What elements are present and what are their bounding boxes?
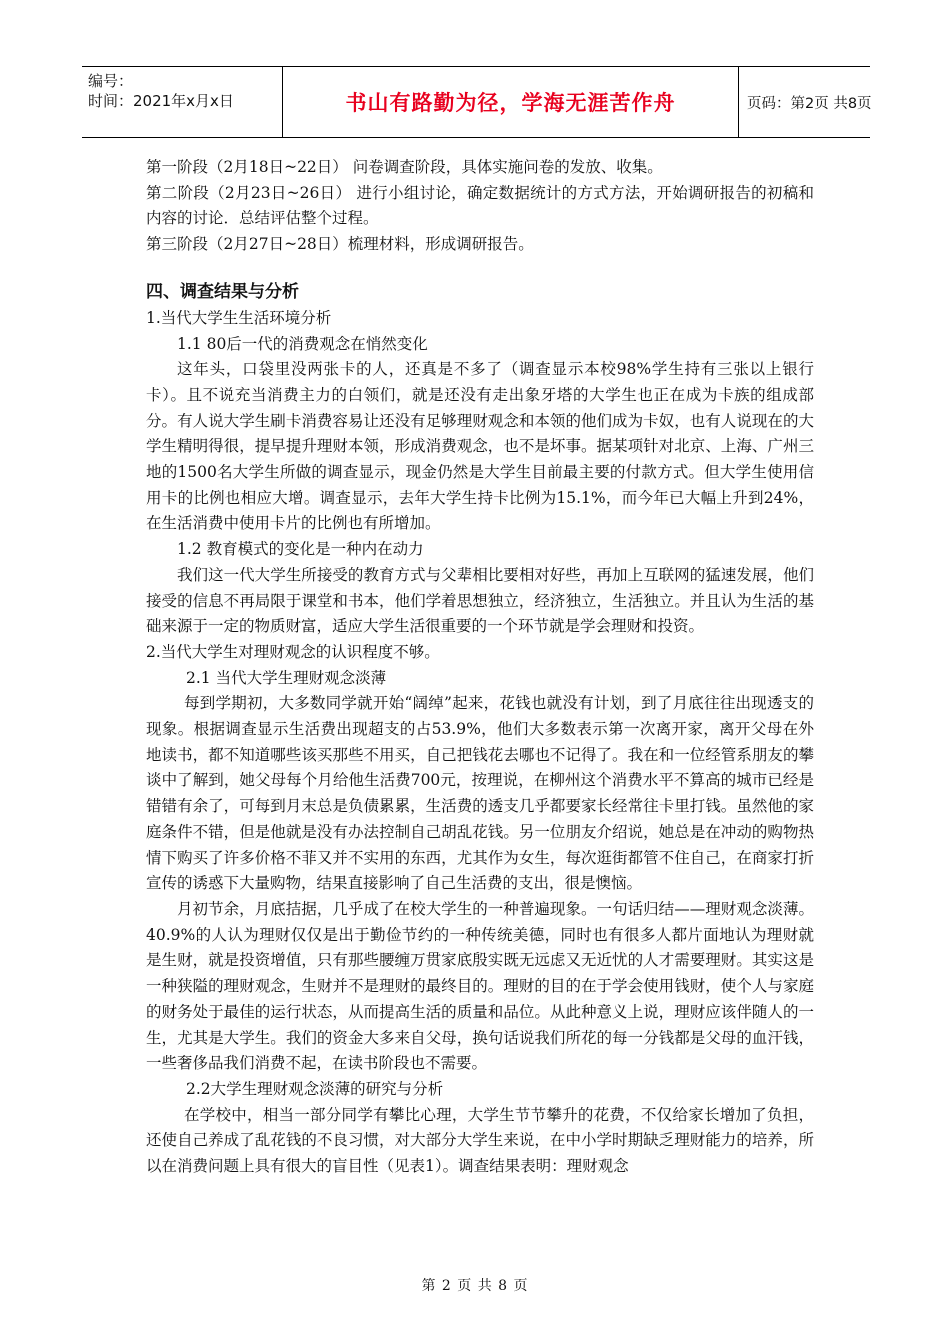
paragraph-2-1-b: 月初节余，月底拮据，几乎成了在校大学生的一种普遍现象。一句话归结——理财观念淡薄。40.9%的人认为理财仅仅是出于勤俭节约的一种传统美德，同时也有很多人都片面地认为理财就是生财，就是投资增值，只有那些腰缠万贯家底殷实既无远虑又无近忧的人才需要理财。其实这是一种狭隘的理财观念，生财并不是理财的最终目的。理财的目的在于学会使用钱财，使个人与家庭的财务处于最佳的运行状态，从而提高生活的质量和品位。从此种意义上说，理财应该伴随人的一生，尤其是大学生。我们的资金大多来自父母，换句话说我们所花的每一分钱都是父母的血汗钱，一些奢侈品我们消费不起，在读书阶段也不需要。 (146, 899, 814, 1073)
section-4-heading: 四、调查结果与分析 (146, 281, 299, 302)
paragraph-2-2: 在学校中，相当一部分同学有攀比心理，大学生节节攀升的花费，不仅给家长增加了负担，还使自己养成了乱花钱的不良习惯，对大部分大学生来说，在中小学时期缺乏理财能力的培养，所以在消费问题上具有很大的盲目性（见表1）。调查结果表明：理财观念 (146, 1105, 814, 1176)
header-meta (82, 67, 282, 137)
subsection-1-title: 1.当代大学生生活环境分析 (146, 308, 332, 327)
code-label: 编号： (88, 72, 134, 90)
motto-text: 书山有路勤为径，学海无涯苦作舟 (345, 91, 676, 115)
time-label: 时间：2021年x月x日 (88, 92, 234, 110)
subsection-2-title: 2.当代大学生对理财观念的认识程度不够。 (146, 642, 440, 661)
paragraph-1-2: 我们这一代大学生所接受的教育方式与父辈相比要相对好些，再加上互联网的猛速发展，他们接受的信息不再局限于课堂和书本，他们学着思想独立，经济独立，生活独立。并且认为生活的基础来源于一定的物质财富，适应大学生活很重要的一个环节就是学会理财和投资。 (146, 565, 814, 636)
paragraph-1-1: 这年头，口袋里没两张卡的人，还真是不多了（调查显示本校98%学生持有三张以上银行卡）。且不说充当消费主力的白领们，就是还没有走出象牙塔的大学生也正在成为卡族的组成部分。有人说大学生刷卡消费容易让还没有足够理财观念和本领的他们成为卡奴，也有人说现在的大学生精明得很，提早提升理财本领，形成消费观念，也不是坏事。据某项针对北京、上海、广州三地的1500名大学生所做的调查显示，现金仍然是大学生目前最主要的付款方式。但大学生使用信用卡的比例也相应大增。调查显示，去年大学生持卡比例为15.1%，而今年已大幅上升到24%，在生活消费中使用卡片的比例也有所增加。 (146, 360, 814, 533)
header-motto-cell (282, 67, 739, 137)
paragraph-2-1-a: 每到学期初，大多数同学就开始“阔绰”起来，花钱也就没有计划，到了月底往往出现透支的现象。根据调查显示生活费出现超支的占53.9%，他们大多数表示第一次离开家，离开父母在外地读书，都不知道哪些该买那些不用买，自己把钱花去哪也不记得了。我在和一位经管系朋友的攀谈中了解到，她父母每个月给他生活费700元，按理说，在柳州这个消费水平不算高的城市已经是错错有余了，可每到月末总是负债累累，生活费的透支几乎都要家长经常往卡里打钱。虽然他的家庭条件不错，但是他就是没有办法控制自己胡乱花钱。另一位朋友介绍说，她总是在冲动的购物热情下购买了许多价格不菲又并不实用的东西，尤其作为女生，每次逛街都管不住自己，在商家打折宣传的诱惑下大量购物，结果直接影响了自己生活费的支出，很是懊恼。 (146, 694, 814, 893)
page-footer: 第 2 页 共 8 页 (421, 1278, 529, 1294)
page-label: 页码：第2页 共8页 (747, 95, 872, 112)
stage-2: 第二阶段（2月23日~26日） 进行小组讨论，确定数据统计的方式方法，开始调研报告的初稿和内容的讨论．总结评估整个过程。 (146, 183, 814, 228)
subsection-1-1-title: 1.1 80后一代的消费观念在悄然变化 (177, 334, 428, 353)
subsection-2-2-title: 2.2大学生理财观念淡薄的研究与分析 (186, 1079, 444, 1098)
document-body (146, 155, 814, 1180)
page-header (82, 66, 870, 138)
stage-3: 第三阶段（2月27日~28日）梳理材料，形成调研报告。 (146, 235, 534, 254)
stage-1: 第一阶段（2月18日~22日） 问卷调查阶段，具体实施问卷的发放、收集。 (146, 158, 663, 176)
subsection-2-1-title: 2.1 当代大学生理财观念淡薄 (186, 668, 387, 687)
subsection-1-2-title: 1.2 教育模式的变化是一种内在动力 (177, 540, 424, 559)
header-page-cell (737, 67, 870, 137)
